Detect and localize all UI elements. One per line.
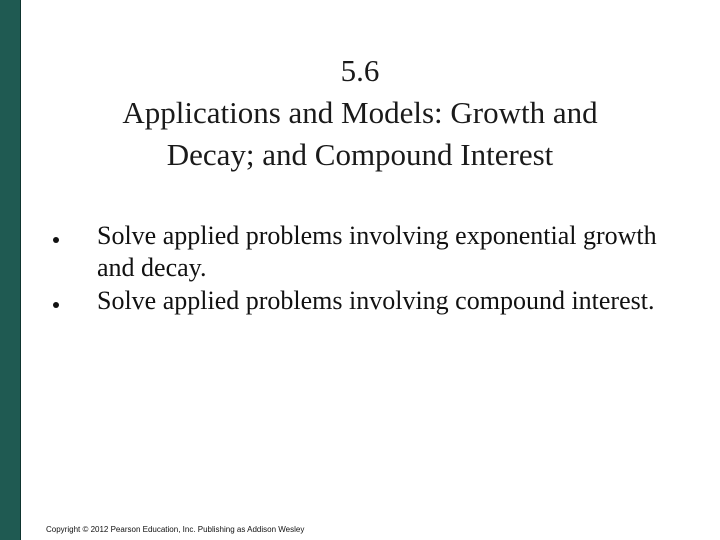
bullet-list: [50, 220, 690, 318]
bullet-text: Solve applied problems involving compound interest.: [97, 286, 655, 315]
bullet-dot-icon: [53, 237, 59, 243]
left-accent-bar: [0, 0, 21, 540]
bullet-text: Solve applied problems involving exponential growth and decay.: [97, 221, 657, 282]
slide-title-line-2: Applications and Models: Growth and: [122, 95, 598, 130]
bullet-item-growth-decay: [50, 220, 690, 284]
copyright-footer: Copyright © 2012 Pearson Education, Inc. Publishing as Addison Wesley: [46, 525, 305, 534]
slide-title-line-1: 5.6: [340, 53, 380, 88]
bullet-dot-icon: [53, 302, 59, 308]
slide-title: [40, 50, 680, 176]
bullet-item-compound-interest: [50, 285, 690, 317]
slide-title-line-3: Decay; and Compound Interest: [166, 137, 554, 172]
